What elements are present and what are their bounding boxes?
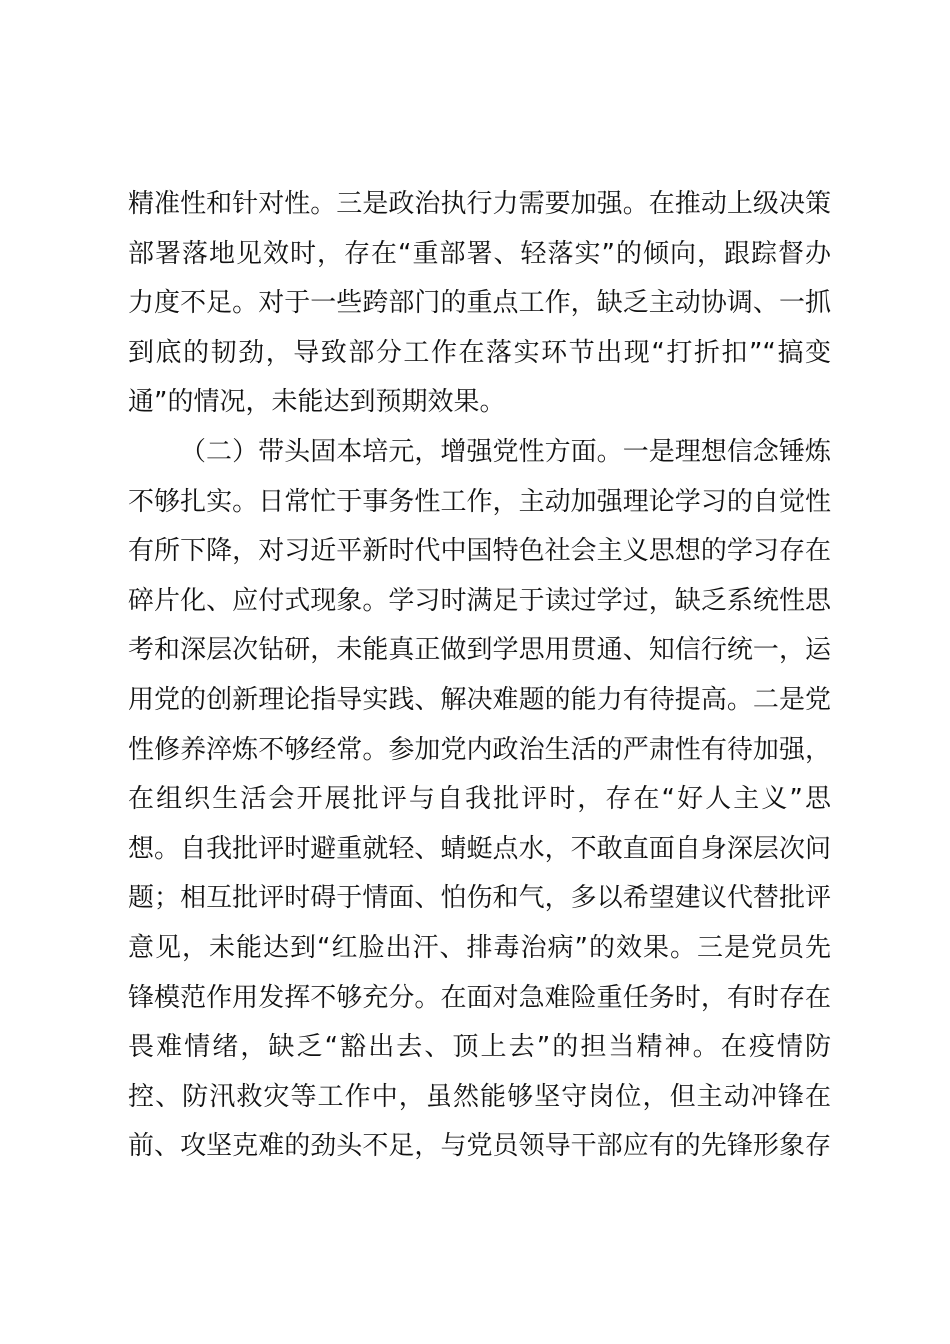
text-line: 用党的创新理论指导实践、解决难题的能力有待提高。二是党 (128, 684, 831, 715)
text-line: 性修养淬炼不够经常。参加党内政治生活的严肃性有待加强， (128, 734, 831, 765)
text-line: 部署落地见效时，存在“重部署、轻落实”的倾向，跟踪督办 (128, 238, 831, 269)
text-line: 通”的情况，未能达到预期效果。 (128, 387, 506, 418)
text-line: 精准性和针对性。三是政治执行力需要加强。在推动上级决策 (128, 189, 831, 219)
text-line: 考和深层次钻研，未能真正做到学思用贯通、知信行统一，运 (128, 635, 831, 666)
text-line: 控、防汛救灾等工作中，虽然能够坚守岗位，但主动冲锋在 (128, 1081, 831, 1112)
text-line: 锋模范作用发挥不够充分。在面对急难险重任务时，有时存在 (128, 982, 831, 1013)
text-line: 到底的韧劲，导致部分工作在落实环节出现“打折扣”“搞变 (128, 337, 831, 368)
text-line: 在组织生活会开展批评与自我批评时，存在“好人主义”思 (128, 784, 831, 815)
section-heading-line: （二）带头固本培元，增强党性方面。一是理想信念锤炼 (180, 436, 831, 467)
text-line: 有所下降，对习近平新时代中国特色社会主义思想的学习存在 (128, 536, 831, 567)
text-line: 畏难情绪，缺乏“豁出去、顶上去”的担当精神。在疫情防 (128, 1032, 831, 1063)
body-text (128, 180, 831, 1172)
text-line: 前、攻坚克难的劲头不足，与党员领导干部应有的先锋形象存 (128, 1131, 831, 1162)
text-line: 碎片化、应付式现象。学习时满足于读过学过，缺乏系统性思 (128, 585, 831, 616)
text-line: 意见，未能达到“红脸出汗、排毒治病”的效果。三是党员先 (128, 932, 831, 963)
text-line: 不够扎实。日常忙于事务性工作，主动加强理论学习的自觉性 (128, 486, 831, 517)
text-line: 题；相互批评时碍于情面、怕伤和气，多以希望建议代替批评 (128, 883, 831, 914)
text-line: 想。自我批评时避重就轻、蜻蜓点水，不敢直面自身深层次问 (128, 833, 831, 864)
text-line: 力度不足。对于一些跨部门的重点工作，缺乏主动协调、一抓 (128, 288, 831, 319)
